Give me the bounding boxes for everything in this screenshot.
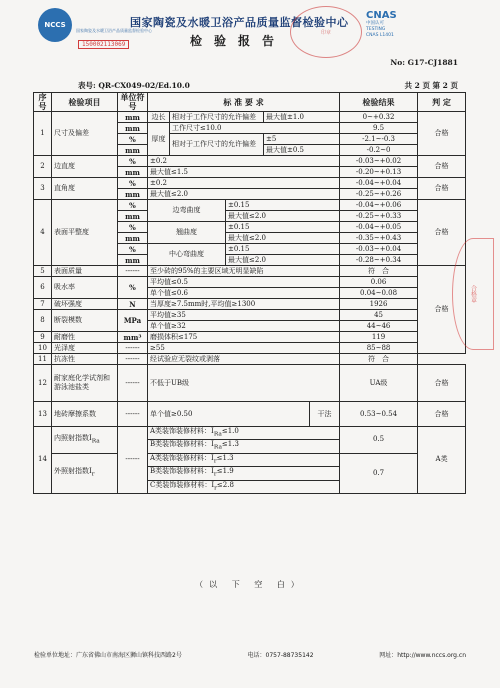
row-seq: 9 — [34, 332, 52, 343]
row-item: 破坏强度 — [52, 299, 118, 310]
req-limit: ≤2.8 — [216, 480, 234, 489]
row-result: -0.2~0 — [340, 145, 418, 156]
req-max: 最大值±1.0 — [264, 112, 340, 123]
row-result: -0.03~+0.02 — [340, 156, 418, 167]
req-text: B类装饰装修材料：I — [150, 440, 214, 449]
row-requirement: B类装饰装修材料：$I_r\le 1.9$ — [148, 467, 340, 480]
row-seq: 4 — [34, 200, 52, 266]
row-unit: % — [118, 277, 148, 299]
row-item: 直角度 — [52, 178, 118, 200]
row-requirement: 磨损体积≤175 — [148, 332, 340, 343]
row-result: 0.5 — [340, 427, 418, 454]
row-requirement: 平均值≥35 — [148, 310, 340, 321]
item-internal-sub: Ra — [91, 438, 100, 445]
row-unit: ------ — [118, 354, 148, 365]
sub-label: 翘曲度 — [148, 222, 226, 244]
row-item: 边直度 — [52, 156, 118, 178]
stamp-number: 150002113069 — [78, 40, 129, 49]
row-item: 断裂模数 — [52, 310, 118, 332]
table-row — [34, 200, 466, 211]
row-result: UA级 — [340, 365, 418, 402]
req-text: 相对于工作尺寸的允许偏差 — [170, 112, 264, 123]
row-result: 0~+0.32 — [340, 112, 418, 123]
row-unit: % — [118, 244, 148, 255]
row-unit: ------ — [118, 365, 148, 402]
cnas-logo — [366, 10, 406, 48]
row-result: 0.04~0.08 — [340, 288, 418, 299]
req-limit: ≤1.0 — [221, 427, 239, 435]
row-judgement: 合格 — [418, 365, 466, 402]
header-unit: 单位符号 — [118, 93, 148, 112]
row-seq: 2 — [34, 156, 52, 178]
header-seq: 序号 — [34, 93, 52, 112]
row-judgement: 合格 — [418, 178, 466, 200]
row-unit: % — [118, 222, 148, 233]
row-requirement: ±0.2 — [148, 178, 340, 189]
row-requirement: A类装饰装修材料：$I_r\le 1.3$ — [148, 453, 340, 466]
table-row — [34, 112, 466, 123]
footer-phone: 电话：0757-88735142 — [247, 652, 314, 659]
row-item: 表面质量 — [52, 266, 118, 277]
row-requirement: 单个值≤0.6 — [148, 288, 340, 299]
red-seal-icon: 印章 — [290, 6, 362, 58]
row-unit: mm — [118, 112, 148, 123]
row-unit: mm — [118, 167, 148, 178]
item-external-text: 外照射指数I — [54, 467, 92, 476]
row-seq: 11 — [34, 354, 52, 365]
row-requirement: 平均值≤0.5 — [148, 277, 340, 288]
req-text: 相对于工作尺寸的允许偏差 — [170, 134, 264, 156]
row-result: 1926 — [340, 299, 418, 310]
row-unit: mm — [118, 233, 148, 244]
row-seq: 6 — [34, 277, 52, 299]
item-external-sub: r — [91, 471, 95, 478]
row-item: 表面平整度 — [52, 200, 118, 266]
row-seq: 8 — [34, 310, 52, 332]
row-unit: % — [118, 156, 148, 167]
item-internal-text: 内照射指数I — [54, 433, 92, 442]
row-result: 45 — [340, 310, 418, 321]
cnas-line-1: 中国认可 — [366, 21, 384, 26]
req-text: 工作尺寸≤10.0 — [170, 123, 340, 134]
table-row — [34, 310, 466, 321]
row-requirement: 单个值≥32 — [148, 321, 340, 332]
row-result: -0.04~+0.06 — [340, 200, 418, 211]
header-requirement: 标 准 要 求 — [148, 93, 340, 112]
header-judgement: 判 定 — [418, 93, 466, 112]
row-unit: mm — [118, 189, 148, 200]
row-requirement: A类装饰装修材料：$I_{Ra}\le 1.0$ — [148, 427, 340, 440]
req-text: C类装饰装修材料：I — [150, 480, 215, 489]
row-seq: 13 — [34, 402, 52, 427]
row-requirement: C类装饰装修材料：$I_r\le 2.8$ — [148, 480, 340, 493]
row-requirement: 最大值≤2.0 — [226, 255, 340, 266]
row-judgement: A类 — [418, 427, 466, 494]
req-limit: ≤1.3 — [216, 453, 234, 462]
row-seq: 14 — [34, 427, 52, 494]
row-judgement: 合格 — [418, 266, 466, 354]
header-result: 检验结果 — [340, 93, 418, 112]
row-item: 耐家庭化学试剂和游泳池盐类 — [52, 365, 118, 402]
row-item: 耐磨性 — [52, 332, 118, 343]
req-text: A类装饰装修材料：I — [150, 453, 214, 462]
row-result: -0.04~+0.04 — [340, 178, 418, 189]
row-seq: 5 — [34, 266, 52, 277]
row-unit: MPa — [118, 310, 148, 332]
row-unit: ------ — [118, 427, 148, 494]
table-row — [34, 178, 466, 189]
row-requirement: 当厚度≥7.5mm时,平均值≥1300 — [148, 299, 340, 310]
req-text: B类装饰装修材料：I — [150, 467, 214, 476]
row-result: 符 合 — [340, 266, 418, 277]
report-number: No: G17-CJ1881 — [390, 58, 458, 67]
row-requirement: 最大值≤2.0 — [226, 211, 340, 222]
footer-address: 检验单位地址：广东省佛山市南海区狮山镇科技西路2号 — [34, 652, 182, 659]
row-item: 尺寸及偏差 — [52, 112, 118, 156]
row-condition: 干法 — [310, 402, 340, 427]
header-item: 检验项目 — [52, 93, 118, 112]
nccs-logo: NCCS — [38, 8, 72, 42]
table-row — [34, 156, 466, 167]
table-row — [34, 277, 466, 288]
cnas-mark: CNAS — [366, 10, 397, 21]
table-row — [34, 343, 466, 354]
row-item-internal — [52, 427, 118, 454]
row-item: 吸水率 — [52, 277, 118, 299]
row-result: -0.28~+0.34 — [340, 255, 418, 266]
inspection-table — [33, 92, 466, 494]
row-seq: 10 — [34, 343, 52, 354]
side-seal-icon: 合格章 — [452, 238, 494, 350]
row-unit: % — [118, 134, 148, 145]
row-result: 44~46 — [340, 321, 418, 332]
row-result: -0.35~+0.43 — [340, 233, 418, 244]
row-item: 光泽度 — [52, 343, 118, 354]
organization-name: 国家陶瓷及水暖卫浴产品质量监督检验中心 — [130, 16, 349, 29]
req-limit: ≤1.9 — [216, 467, 234, 476]
row-result: 119 — [340, 332, 418, 343]
req-text: A类装饰装修材料：I — [150, 427, 214, 435]
row-requirement: 单个值≥0.50 — [148, 402, 310, 427]
row-requirement: 经试验应无裂纹或剥落 — [148, 354, 340, 365]
row-unit: ------ — [118, 266, 148, 277]
cnas-line-2: TESTING — [366, 27, 386, 32]
row-unit: mm³ — [118, 332, 148, 343]
table-row — [34, 402, 466, 427]
row-requirement: ±0.2 — [148, 156, 340, 167]
page-count: 共 2 页 第 2 页 — [404, 81, 458, 90]
row-requirement: 不低于UB级 — [148, 365, 340, 402]
row-result: 0.7 — [340, 453, 418, 493]
row-result: -0.25~+0.33 — [340, 211, 418, 222]
row-requirement: B类装饰装修材料：$I_{Ra}\le 1.3$ — [148, 440, 340, 453]
row-unit: ------ — [118, 402, 148, 427]
footer — [34, 650, 466, 659]
row-unit: ------ — [118, 343, 148, 354]
sub-label: 边长 — [148, 112, 170, 123]
form-number: 表号: QR-CX049-02/Ed.10.0 — [78, 81, 190, 90]
row-unit: mm — [118, 123, 148, 134]
row-requirement: ±0.15 — [226, 222, 340, 233]
footer-website: 网址：http://www.nccs.org.cn — [379, 652, 466, 659]
row-unit: mm — [118, 145, 148, 156]
row-result: -0.04~+0.05 — [340, 222, 418, 233]
row-judgement: 合格 — [418, 112, 466, 156]
row-result: -0.20~+0.13 — [340, 167, 418, 178]
table-row — [34, 332, 466, 343]
row-requirement: 最大值≤2.0 — [148, 189, 340, 200]
row-result: 0.53~0.54 — [340, 402, 418, 427]
row-requirement: 至少砖的95%的主要区域无明显缺陷 — [148, 266, 340, 277]
row-judgement: 合格 — [418, 402, 466, 427]
document-title: 检验报告 — [190, 34, 287, 48]
table-header-row — [34, 93, 466, 112]
req-pm: ±5 — [264, 134, 340, 145]
row-item: 抗冻性 — [52, 354, 118, 365]
row-unit: % — [118, 200, 148, 211]
logo-subtitle: 国家陶瓷及水暖卫浴产品质量监督检验中心 — [76, 28, 152, 33]
req-max: 最大值±0.5 — [264, 145, 340, 156]
row-result: -0.03~+0.04 — [340, 244, 418, 255]
sub-label: 厚度 — [148, 123, 170, 156]
row-requirement: ≥55 — [148, 343, 340, 354]
row-unit: N — [118, 299, 148, 310]
row-seq: 12 — [34, 365, 52, 402]
row-requirement: 最大值≤2.0 — [226, 233, 340, 244]
row-judgement: 合格 — [418, 200, 466, 266]
req-limit: ≤1.3 — [221, 440, 239, 449]
row-result: 9.5 — [340, 123, 418, 134]
row-result: -2.1~-0.3 — [340, 134, 418, 145]
row-item: 地砖摩擦系数 — [52, 402, 118, 427]
row-requirement: ±0.15 — [226, 244, 340, 255]
row-judgement: 合格 — [418, 156, 466, 178]
row-result: 0.06 — [340, 277, 418, 288]
row-item-external — [52, 453, 118, 493]
row-seq: 1 — [34, 112, 52, 156]
row-requirement: ±0.15 — [226, 200, 340, 211]
sub-label: 中心弯曲度 — [148, 244, 226, 266]
table-row — [34, 299, 466, 310]
row-unit: mm — [118, 211, 148, 222]
table-row — [34, 266, 466, 277]
row-result: -0.25~+0.26 — [340, 189, 418, 200]
row-seq: 3 — [34, 178, 52, 200]
table-row — [34, 427, 466, 440]
cnas-line-3: CNAS L1401 — [366, 33, 394, 38]
row-result: 符 合 — [340, 354, 418, 365]
end-marker: （以 下 空 白） — [195, 580, 305, 589]
row-seq: 7 — [34, 299, 52, 310]
row-requirement: 最大值≤1.5 — [148, 167, 340, 178]
table-row — [34, 453, 466, 466]
row-unit: % — [118, 178, 148, 189]
table-row — [34, 354, 466, 365]
sub-label: 边弯曲度 — [148, 200, 226, 222]
row-result: 85~88 — [340, 343, 418, 354]
table-row — [34, 365, 466, 402]
row-unit: mm — [118, 255, 148, 266]
